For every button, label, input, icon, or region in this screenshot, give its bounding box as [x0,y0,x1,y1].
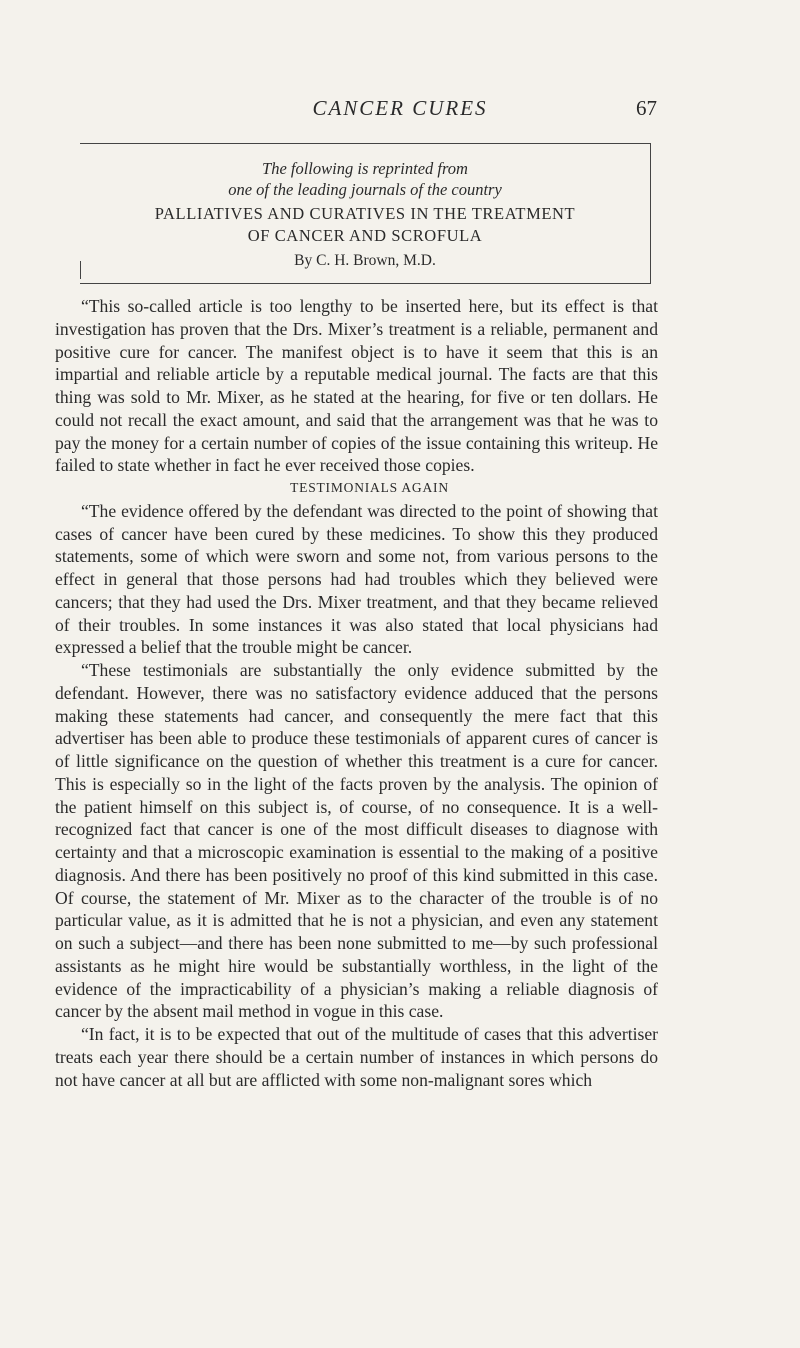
reprint-intro-line-2: one of the leading journals of the country [228,180,502,199]
article-title-line-1: PALLIATIVES AND CURATIVES IN THE TREATMENT [154,204,576,223]
paragraph: “These testimonials are substantially the only evidence submitted by the defendant. However, there was no satisfactory evidence adduced that the persons making these statements had cancer, and consequently the mere fact that this advertiser has been able to produce these testimonials of apparent cures of cancer is of little significance on the question of whether this treatment is a cure for cancer. This is especially so in the light of the facts proven by the analysis. The opinion of the patient himself on this subject is, of course, of no consequence. It is a well-recognized fact that cancer is one of the most difficult diseases to diagnose with certainty and that a microscopic examination is essential to the making of a positive diagnosis. And there has been positively no proof of this kind submitted in this case. Of course, the statement of Mr. Mixer as to the character of the trouble is of no particular value, as it is admitted that he is not a physician, and even any statement on such a subject—and there has been none submitted to me—by such professional assistants as he might hire would be substantially worthless, in the light of the evidence of the impracticability of a physician’s making a reliable diagnosis of cancer by the absent mail method in vogue in this case. [55,660,658,1022]
box-bottom-rule [80,283,650,284]
paragraph: “In fact, it is to be expected that out of the multitude of cases that this advertiser treats each year there should be a certain number of instances in which persons do not have cancer at all but are afflicted with some non-malignant sores which [55,1024,658,1090]
running-title: CANCER CURES [312,96,488,120]
paragraph: “This so-called article is too lengthy to be inserted here, but its effect is that investigation has proven that the Drs. Mixer’s treatment is a reliable, permanent and positive cure for cancer. The manifest object is to have it seem that this is an impartial and reliable article by a reputable medical journal. The facts are that this thing was sold to Mr. Mixer, as he stated at the hearing, for five or ten dollars. He could not recall the exact amount, and said that the arrangement was that he was to pay the money for a certain number of copies of the issue containing this writeup. He failed to state whether in fact he ever received those copies. [55,296,658,476]
body-text [55,295,658,1091]
page-number: 67 [636,96,657,120]
paragraph: “The evidence offered by the defendant was directed to the point of showing that cases of cancer have been cured by these medicines. To show this they produced statements, some of which were sworn and some not, from various persons to the effect in general that those persons had had troubles which they believed were cancers; that they had used the Drs. Mixer treatment, and that they became relieved of their troubles. In some instances it was also stated that local physicians had expressed a belief that the trouble might be cancer. [55,500,658,658]
article-title-line-2: OF CANCER AND SCROFULA [247,226,483,245]
reprint-intro-line-1: The following is reprinted from [262,159,468,178]
running-head [0,96,800,126]
reprint-notice-box [80,143,651,284]
article-byline: By C. H. Brown, M.D. [294,252,436,269]
box-left-rule [80,261,81,279]
section-heading: TESTIMONIALS AGAIN [290,480,449,495]
